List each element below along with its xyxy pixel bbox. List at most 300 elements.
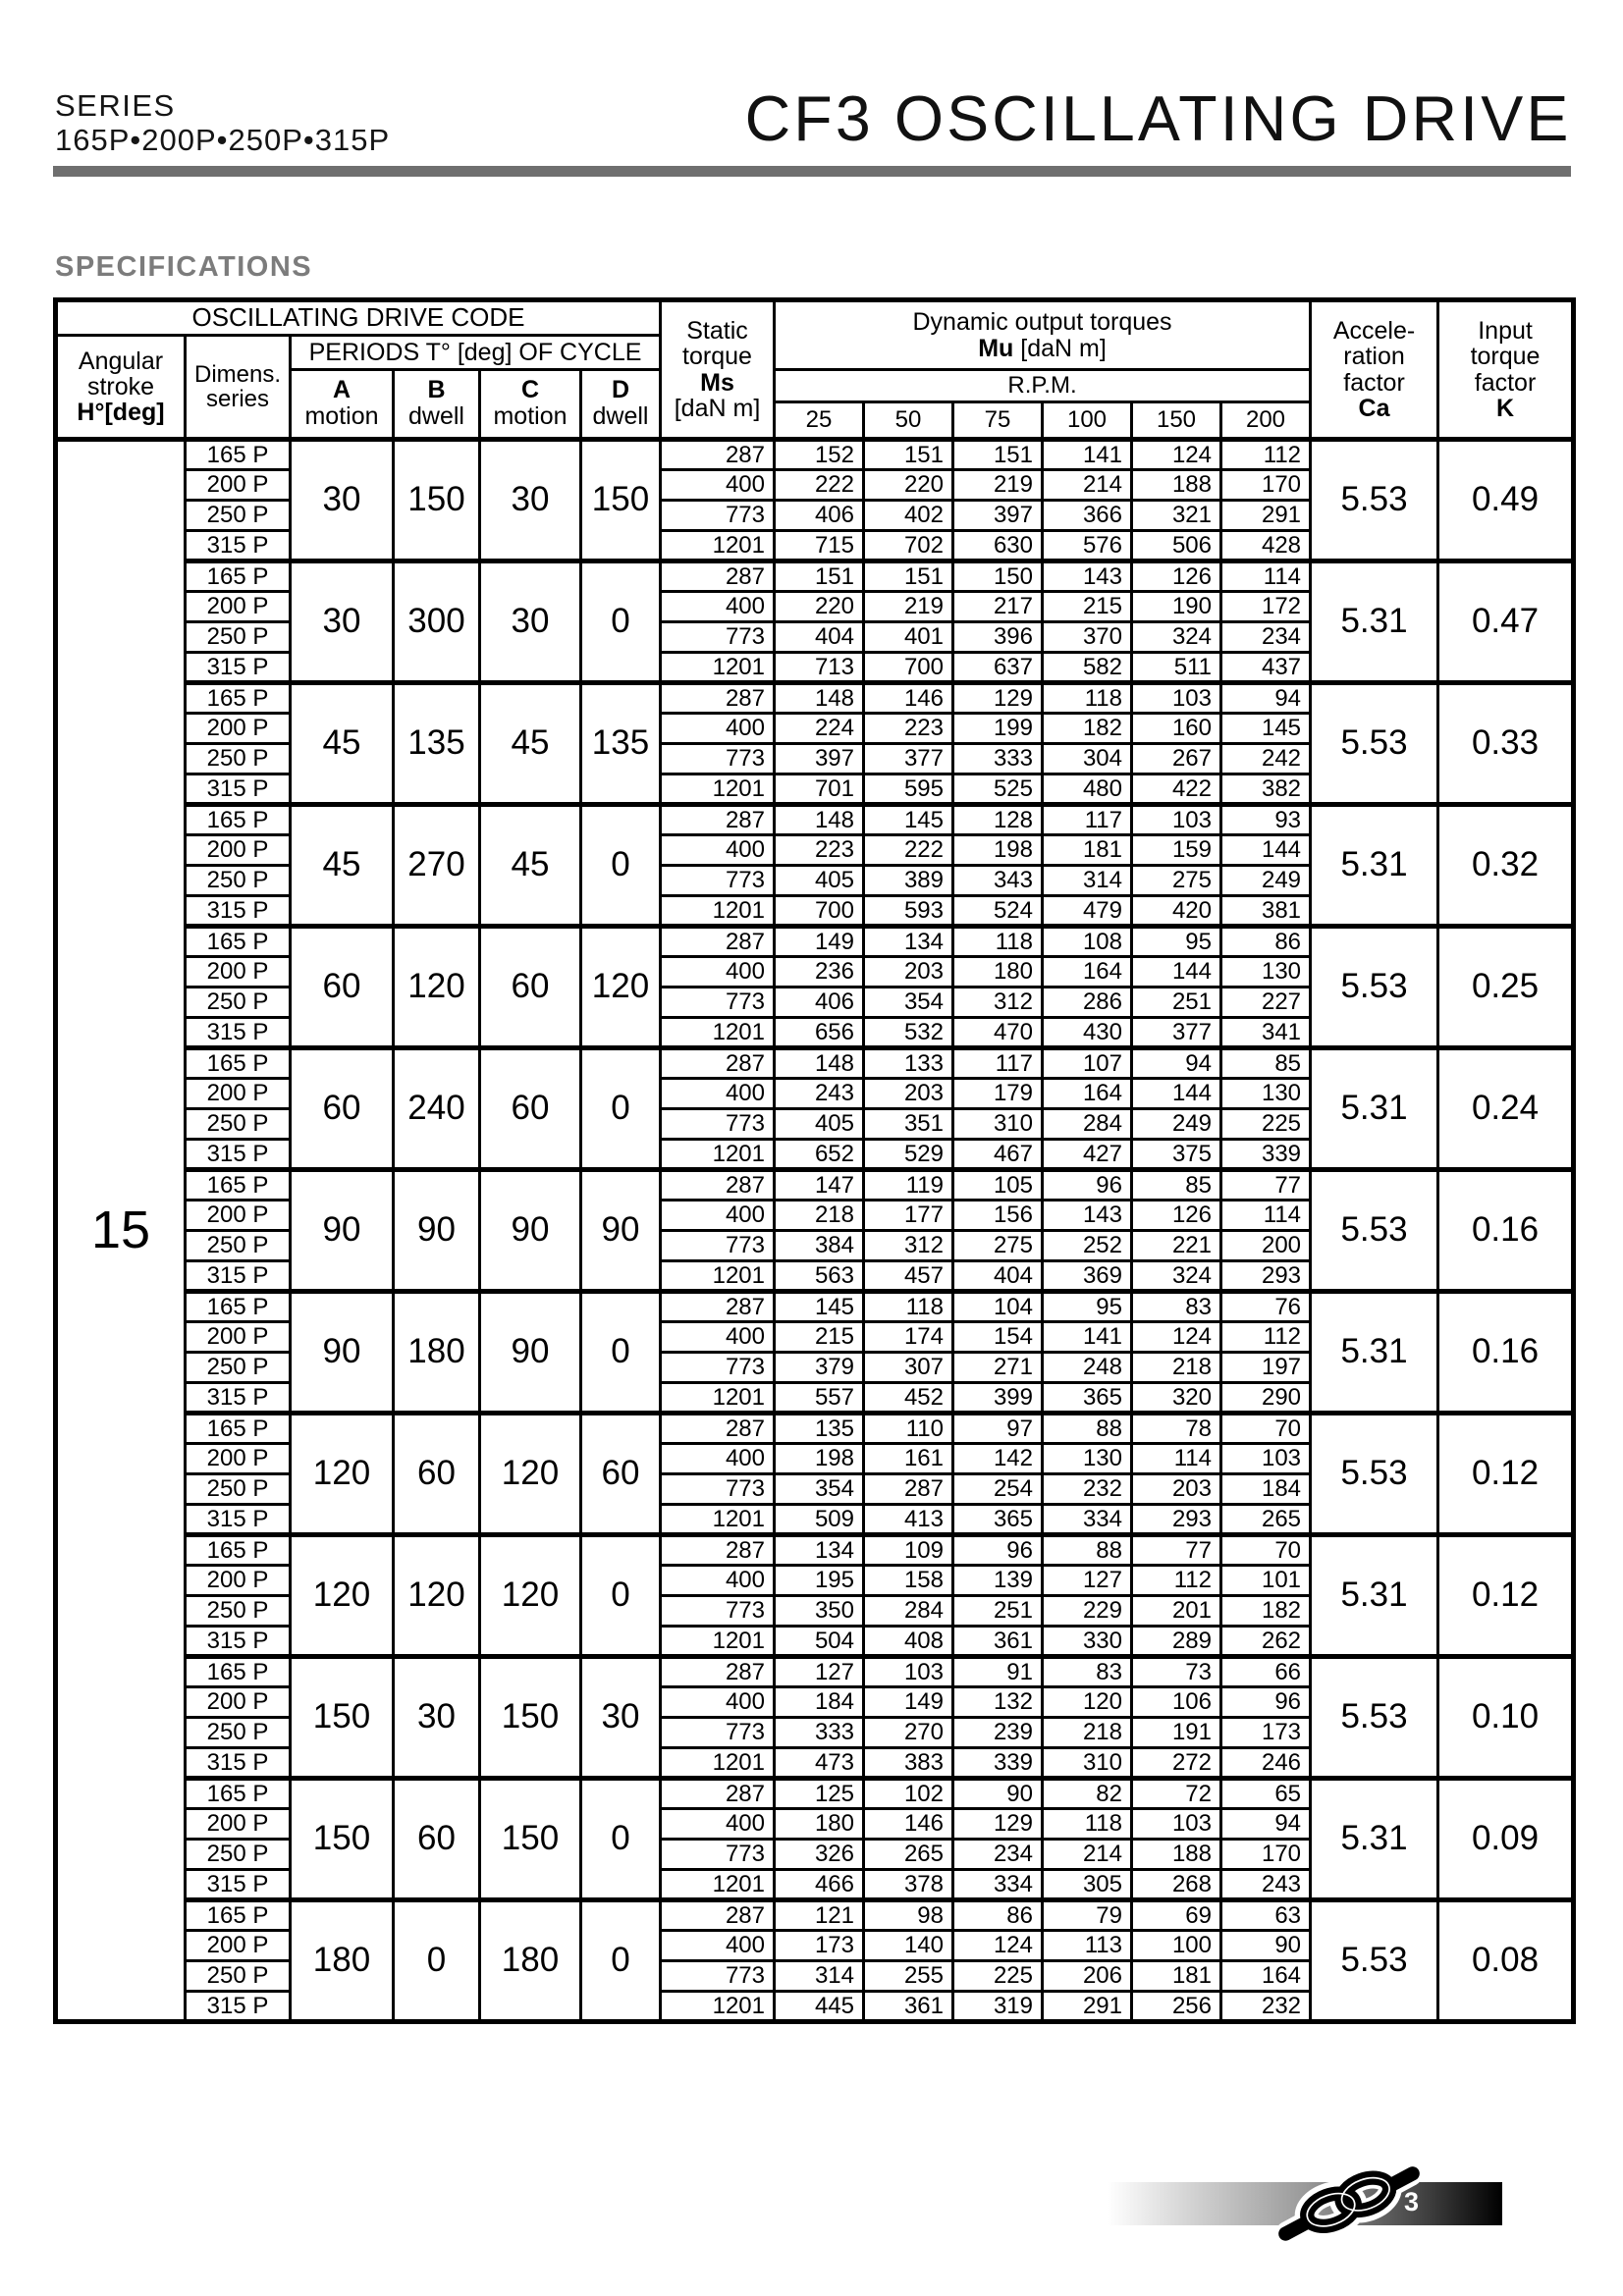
- period-col-c-header: [480, 370, 581, 440]
- rpm-value-cell: 219: [953, 470, 1043, 501]
- static-torque-cell: 400: [661, 1931, 775, 1961]
- rpm-value-cell: 103: [1132, 683, 1221, 714]
- acceleration-factor-header: [1311, 300, 1438, 440]
- rpm-value-cell: 177: [864, 1201, 953, 1231]
- series-cell: 315 P: [186, 1261, 291, 1292]
- series-cell: 250 P: [186, 744, 291, 774]
- rpm-value-cell: 224: [775, 714, 864, 744]
- rpm-value-cell: 397: [953, 501, 1043, 531]
- rpm-value-cell: 79: [1043, 1900, 1132, 1931]
- rpm-value-cell: 134: [775, 1535, 864, 1566]
- period-a-cell: 150: [291, 1657, 394, 1779]
- period-c-cell: 90: [480, 1292, 581, 1414]
- static-torque-cell: 773: [661, 1961, 775, 1992]
- static-torque-cell: 287: [661, 927, 775, 957]
- rpm-value-cell: 284: [1043, 1109, 1132, 1140]
- rpm-value-cell: 159: [1132, 835, 1221, 866]
- rpm-value-cell: 314: [1043, 866, 1132, 896]
- header-line: C: [520, 376, 540, 404]
- rpm-value-cell: 164: [1043, 957, 1132, 988]
- static-torque-cell: 287: [661, 683, 775, 714]
- header-line: Ms: [700, 368, 734, 397]
- rpm-value-cell: 524: [953, 896, 1043, 927]
- rpm-value-cell: 582: [1043, 653, 1132, 683]
- rpm-value-cell: 191: [1132, 1718, 1221, 1748]
- rpm-value-cell: 93: [1221, 805, 1311, 835]
- rpm-value-cell: 243: [775, 1079, 864, 1109]
- rpm-value-cell: 383: [864, 1748, 953, 1779]
- rpm-value-cell: 149: [775, 927, 864, 957]
- series-cell: 315 P: [186, 1748, 291, 1779]
- rpm-value-cell: 312: [953, 988, 1043, 1018]
- rpm-value-cell: 379: [775, 1353, 864, 1383]
- period-a-cell: 180: [291, 1900, 394, 2022]
- table-row: [56, 1170, 1574, 1201]
- rpm-value-cell: 218: [775, 1201, 864, 1231]
- header-line: K: [1496, 394, 1515, 422]
- rpm-value-cell: 312: [864, 1231, 953, 1261]
- drive-code-header: OSCILLATING DRIVE CODE: [56, 300, 661, 336]
- rpm-value-cell: 94: [1132, 1048, 1221, 1079]
- rpm-value-cell: 91: [953, 1657, 1043, 1687]
- rpm-value-cell: 445: [775, 1992, 864, 2022]
- table-row: [56, 561, 1574, 592]
- static-torque-cell: 773: [661, 988, 775, 1018]
- rpm-value-cell: 291: [1221, 501, 1311, 531]
- static-torque-cell: 1201: [661, 1505, 775, 1535]
- rpm-value-cell: 118: [1043, 1809, 1132, 1840]
- header-line: motion: [493, 401, 568, 430]
- series-cell: 250 P: [186, 501, 291, 531]
- rpm-value-cell: 151: [953, 440, 1043, 470]
- series-cell: 200 P: [186, 1566, 291, 1596]
- series-cell: 165 P: [186, 1292, 291, 1322]
- rpm-value-cell: 305: [1043, 1870, 1132, 1900]
- rpm-value-cell: 239: [953, 1718, 1043, 1748]
- table-row: [56, 1048, 1574, 1079]
- series-cell: 250 P: [186, 1231, 291, 1261]
- rpm-value-cell: 430: [1043, 1018, 1132, 1048]
- rpm-value-cell: 319: [953, 1992, 1043, 2022]
- rpm-value-cell: 103: [1132, 805, 1221, 835]
- rpm-value-cell: 402: [864, 501, 953, 531]
- rpm-value-cell: 95: [1043, 1292, 1132, 1322]
- header-line: Accele-: [1332, 317, 1416, 345]
- rpm-value-cell: 76: [1221, 1292, 1311, 1322]
- rpm-value-cell: 126: [1132, 561, 1221, 592]
- page-number: 3: [1404, 2187, 1420, 2216]
- rpm-value-cell: 715: [775, 531, 864, 561]
- series-cell: 165 P: [186, 927, 291, 957]
- rpm-value-cell: 324: [1132, 1261, 1221, 1292]
- series-cell: 315 P: [186, 531, 291, 561]
- series-cell: 165 P: [186, 805, 291, 835]
- header-line: A: [332, 376, 352, 404]
- rpm-value-cell: 593: [864, 896, 953, 927]
- rpm-100-header: 100: [1043, 402, 1132, 440]
- rpm-header: R.P.M.: [775, 370, 1311, 402]
- input-torque-factor-header: [1438, 300, 1574, 440]
- static-torque-cell: 287: [661, 1900, 775, 1931]
- series-cell: 200 P: [186, 1931, 291, 1961]
- rpm-value-cell: 148: [775, 1048, 864, 1079]
- input-torque-factor-cell: 0.09: [1438, 1779, 1574, 1900]
- input-torque-factor-cell: 0.12: [1438, 1414, 1574, 1535]
- input-torque-factor-cell: 0.16: [1438, 1170, 1574, 1292]
- period-a-cell: 90: [291, 1170, 394, 1292]
- rpm-value-cell: 630: [953, 531, 1043, 561]
- rpm-value-cell: 365: [1043, 1383, 1132, 1414]
- angular-stroke-header: [56, 336, 186, 440]
- rpm-value-cell: 304: [1043, 744, 1132, 774]
- header-line: Dimens.: [193, 360, 282, 388]
- rpm-value-cell: 198: [953, 835, 1043, 866]
- rpm-value-cell: 90: [1221, 1931, 1311, 1961]
- rpm-value-cell: 144: [1132, 957, 1221, 988]
- rpm-value-cell: 101: [1221, 1566, 1311, 1596]
- rpm-value-cell: 82: [1043, 1779, 1132, 1809]
- rpm-value-cell: 98: [864, 1900, 953, 1931]
- static-torque-cell: 1201: [661, 531, 775, 561]
- rpm-value-cell: 287: [864, 1474, 953, 1505]
- rpm-value-cell: 428: [1221, 531, 1311, 561]
- rpm-value-cell: 333: [775, 1718, 864, 1748]
- series-cell: 200 P: [186, 1687, 291, 1718]
- rpm-value-cell: 104: [953, 1292, 1043, 1322]
- period-b-cell: 150: [394, 440, 480, 561]
- rpm-value-cell: 396: [953, 622, 1043, 653]
- period-b-cell: 240: [394, 1048, 480, 1170]
- header-line: Input: [1478, 317, 1533, 345]
- rpm-75-header: 75: [953, 402, 1043, 440]
- series-cell: 200 P: [186, 1079, 291, 1109]
- header-line: D: [611, 376, 630, 404]
- rpm-value-cell: 576: [1043, 531, 1132, 561]
- rpm-value-cell: 125: [775, 1779, 864, 1809]
- rpm-value-cell: 140: [864, 1931, 953, 1961]
- rpm-value-cell: 127: [1043, 1566, 1132, 1596]
- rpm-value-cell: 595: [864, 774, 953, 805]
- rpm-value-cell: 242: [1221, 744, 1311, 774]
- angular-stroke-value: 15: [56, 440, 186, 2022]
- rpm-value-cell: 164: [1043, 1079, 1132, 1109]
- rpm-value-cell: 70: [1221, 1535, 1311, 1566]
- rpm-value-cell: 563: [775, 1261, 864, 1292]
- acceleration-factor-cell: 5.53: [1311, 440, 1438, 561]
- rpm-25-header: 25: [775, 402, 864, 440]
- static-torque-cell: 400: [661, 1566, 775, 1596]
- rpm-value-cell: 112: [1132, 1566, 1221, 1596]
- rpm-value-cell: 466: [775, 1870, 864, 1900]
- rpm-value-cell: 188: [1132, 470, 1221, 501]
- series-cell: 165 P: [186, 1779, 291, 1809]
- rpm-value-cell: 105: [953, 1170, 1043, 1201]
- rpm-value-cell: 321: [1132, 501, 1221, 531]
- rpm-value-cell: 405: [775, 1109, 864, 1140]
- table-row: [56, 683, 1574, 714]
- rpm-value-cell: 73: [1132, 1657, 1221, 1687]
- static-torque-cell: 773: [661, 1596, 775, 1627]
- period-d-cell: 0: [581, 805, 661, 927]
- rpm-value-cell: 479: [1043, 896, 1132, 927]
- rpm-value-cell: 69: [1132, 1900, 1221, 1931]
- static-torque-cell: 287: [661, 561, 775, 592]
- series-cell: 250 P: [186, 622, 291, 653]
- header-line: torque: [682, 343, 752, 371]
- rpm-value-cell: 271: [953, 1353, 1043, 1383]
- series-cell: 200 P: [186, 835, 291, 866]
- acceleration-factor-cell: 5.53: [1311, 1170, 1438, 1292]
- period-a-cell: 60: [291, 1048, 394, 1170]
- rpm-value-cell: 334: [1043, 1505, 1132, 1535]
- table-row: [56, 1292, 1574, 1322]
- static-torque-cell: 400: [661, 714, 775, 744]
- header-line: Angular: [78, 347, 164, 375]
- series-cell: 315 P: [186, 1383, 291, 1414]
- period-b-cell: 300: [394, 561, 480, 683]
- static-torque-cell: 287: [661, 1535, 775, 1566]
- rpm-value-cell: 222: [864, 835, 953, 866]
- rpm-value-cell: 70: [1221, 1414, 1311, 1444]
- rpm-value-cell: 404: [953, 1261, 1043, 1292]
- static-torque-cell: 287: [661, 1292, 775, 1322]
- rpm-value-cell: 112: [1221, 1322, 1311, 1353]
- input-torque-factor-cell: 0.49: [1438, 440, 1574, 561]
- input-torque-factor-cell: 0.12: [1438, 1535, 1574, 1657]
- rpm-value-cell: 145: [1221, 714, 1311, 744]
- static-torque-cell: 773: [661, 744, 775, 774]
- rpm-value-cell: 100: [1132, 1931, 1221, 1961]
- rpm-value-cell: 243: [1221, 1870, 1311, 1900]
- series-cell: 200 P: [186, 1322, 291, 1353]
- rpm-value-cell: 236: [775, 957, 864, 988]
- rpm-value-cell: 249: [1221, 866, 1311, 896]
- dimension-series-header: [186, 336, 291, 440]
- rpm-value-cell: 249: [1132, 1109, 1221, 1140]
- rpm-value-cell: 173: [775, 1931, 864, 1961]
- period-c-cell: 180: [480, 1900, 581, 2022]
- rpm-value-cell: 170: [1221, 470, 1311, 501]
- static-torque-cell: 773: [661, 1109, 775, 1140]
- rpm-value-cell: 114: [1132, 1444, 1221, 1474]
- rpm-value-cell: 97: [953, 1414, 1043, 1444]
- rpm-value-cell: 225: [1221, 1109, 1311, 1140]
- series-cell: 200 P: [186, 1444, 291, 1474]
- rpm-value-cell: 314: [775, 1961, 864, 1992]
- header-line: motion: [304, 401, 379, 430]
- rpm-value-cell: 310: [953, 1109, 1043, 1140]
- static-torque-cell: 287: [661, 1657, 775, 1687]
- rpm-value-cell: 214: [1043, 1840, 1132, 1870]
- series-cell: 250 P: [186, 1718, 291, 1748]
- rpm-value-cell: 203: [1132, 1474, 1221, 1505]
- period-a-cell: 120: [291, 1535, 394, 1657]
- rpm-value-cell: 63: [1221, 1900, 1311, 1931]
- period-b-cell: 90: [394, 1170, 480, 1292]
- rpm-value-cell: 330: [1043, 1627, 1132, 1657]
- rpm-value-cell: 94: [1221, 1809, 1311, 1840]
- rpm-value-cell: 85: [1132, 1170, 1221, 1201]
- period-c-cell: 60: [480, 927, 581, 1048]
- series-cell: 165 P: [186, 1414, 291, 1444]
- rpm-value-cell: 96: [953, 1535, 1043, 1566]
- static-torque-cell: 773: [661, 1231, 775, 1261]
- rpm-value-cell: 702: [864, 531, 953, 561]
- rpm-value-cell: 151: [864, 440, 953, 470]
- rpm-value-cell: 203: [864, 957, 953, 988]
- header-line: Ca: [1358, 394, 1390, 422]
- rpm-value-cell: 158: [864, 1566, 953, 1596]
- rpm-value-cell: 164: [1221, 1961, 1311, 1992]
- rpm-value-cell: 143: [1043, 561, 1132, 592]
- series-cell: 250 P: [186, 1353, 291, 1383]
- rpm-value-cell: 103: [1132, 1809, 1221, 1840]
- rpm-value-cell: 83: [1043, 1657, 1132, 1687]
- rpm-value-cell: 222: [775, 470, 864, 501]
- rpm-value-cell: 78: [1132, 1414, 1221, 1444]
- table-row: [56, 927, 1574, 957]
- rpm-value-cell: 293: [1221, 1261, 1311, 1292]
- rpm-value-cell: 180: [775, 1809, 864, 1840]
- rpm-value-cell: 375: [1132, 1140, 1221, 1170]
- series-cell: 315 P: [186, 1627, 291, 1657]
- rpm-value-cell: 65: [1221, 1779, 1311, 1809]
- mu-symbol: Mu: [978, 334, 1014, 362]
- rpm-value-cell: 369: [1043, 1261, 1132, 1292]
- rpm-value-cell: 511: [1132, 653, 1221, 683]
- rpm-value-cell: 170: [1221, 1840, 1311, 1870]
- period-a-cell: 30: [291, 440, 394, 561]
- period-b-cell: 0: [394, 1900, 480, 2022]
- series-models: 165P•200P•250P•315P: [55, 123, 391, 157]
- input-torque-factor-cell: 0.10: [1438, 1657, 1574, 1779]
- input-torque-factor-cell: 0.25: [1438, 927, 1574, 1048]
- acceleration-factor-cell: 5.31: [1311, 1292, 1438, 1414]
- rpm-value-cell: 218: [1043, 1718, 1132, 1748]
- series-cell: 315 P: [186, 1018, 291, 1048]
- page-title: CF3 OSCILLATING DRIVE: [744, 83, 1571, 155]
- rpm-value-cell: 422: [1132, 774, 1221, 805]
- rpm-value-cell: 452: [864, 1383, 953, 1414]
- period-d-cell: 0: [581, 1292, 661, 1414]
- static-torque-cell: 1201: [661, 1870, 775, 1900]
- series-cell: 165 P: [186, 1048, 291, 1079]
- rpm-value-cell: 96: [1221, 1687, 1311, 1718]
- rpm-value-cell: 256: [1132, 1992, 1221, 2022]
- rpm-value-cell: 232: [1043, 1474, 1132, 1505]
- table-body: [56, 440, 1574, 2022]
- series-cell: 250 P: [186, 1474, 291, 1505]
- period-b-cell: 60: [394, 1779, 480, 1900]
- rpm-value-cell: 248: [1043, 1353, 1132, 1383]
- acceleration-factor-cell: 5.31: [1311, 1535, 1438, 1657]
- static-torque-cell: 287: [661, 1414, 775, 1444]
- rpm-value-cell: 275: [1132, 866, 1221, 896]
- static-torque-cell: 1201: [661, 1261, 775, 1292]
- period-d-cell: 150: [581, 440, 661, 561]
- header-line: H°[deg]: [77, 399, 165, 427]
- period-c-cell: 150: [480, 1779, 581, 1900]
- rpm-value-cell: 130: [1043, 1444, 1132, 1474]
- specifications-table: [53, 297, 1576, 2024]
- rpm-value-cell: 427: [1043, 1140, 1132, 1170]
- rpm-value-cell: 341: [1221, 1018, 1311, 1048]
- rpm-value-cell: 286: [1043, 988, 1132, 1018]
- rpm-value-cell: 229: [1043, 1596, 1132, 1627]
- period-b-cell: 180: [394, 1292, 480, 1414]
- period-c-cell: 120: [480, 1535, 581, 1657]
- rpm-value-cell: 118: [953, 927, 1043, 957]
- static-torque-cell: 1201: [661, 653, 775, 683]
- rpm-value-cell: 161: [864, 1444, 953, 1474]
- rpm-value-cell: 66: [1221, 1657, 1311, 1687]
- rpm-value-cell: 77: [1221, 1170, 1311, 1201]
- series-cell: 315 P: [186, 1870, 291, 1900]
- rpm-value-cell: 88: [1043, 1414, 1132, 1444]
- header-line: B: [427, 376, 446, 404]
- rpm-value-cell: 160: [1132, 714, 1221, 744]
- period-d-cell: 30: [581, 1657, 661, 1779]
- table-row: [56, 1779, 1574, 1809]
- rpm-value-cell: 112: [1221, 440, 1311, 470]
- period-a-cell: 45: [291, 683, 394, 805]
- rpm-value-cell: 179: [953, 1079, 1043, 1109]
- static-torque-cell: 400: [661, 1079, 775, 1109]
- static-torque-cell: 287: [661, 440, 775, 470]
- rpm-value-cell: 333: [953, 744, 1043, 774]
- input-torque-factor-cell: 0.33: [1438, 683, 1574, 805]
- static-torque-cell: 1201: [661, 1627, 775, 1657]
- rpm-value-cell: 126: [1132, 1201, 1221, 1231]
- static-torque-cell: 773: [661, 501, 775, 531]
- period-c-cell: 60: [480, 1048, 581, 1170]
- rpm-value-cell: 117: [1043, 805, 1132, 835]
- rpm-value-cell: 103: [1221, 1444, 1311, 1474]
- rpm-value-cell: 215: [775, 1322, 864, 1353]
- rpm-value-cell: 217: [953, 592, 1043, 622]
- rpm-value-cell: 86: [1221, 927, 1311, 957]
- rpm-value-cell: 199: [953, 714, 1043, 744]
- input-torque-factor-cell: 0.24: [1438, 1048, 1574, 1170]
- rpm-value-cell: 506: [1132, 531, 1221, 561]
- period-b-cell: 60: [394, 1414, 480, 1535]
- rpm-value-cell: 365: [953, 1505, 1043, 1535]
- rpm-value-cell: 72: [1132, 1779, 1221, 1809]
- acceleration-factor-cell: 5.53: [1311, 1414, 1438, 1535]
- static-torque-cell: 773: [661, 1718, 775, 1748]
- rpm-value-cell: 173: [1221, 1718, 1311, 1748]
- rpm-value-cell: 144: [1221, 835, 1311, 866]
- rpm-value-cell: 307: [864, 1353, 953, 1383]
- rpm-value-cell: 324: [1132, 622, 1221, 653]
- header-line: Static: [686, 317, 748, 345]
- series-cell: 315 P: [186, 896, 291, 927]
- rpm-value-cell: 326: [775, 1840, 864, 1870]
- rpm-value-cell: 334: [953, 1870, 1043, 1900]
- period-d-cell: 0: [581, 1900, 661, 2022]
- header-line: torque: [1470, 343, 1541, 371]
- rpm-value-cell: 220: [775, 592, 864, 622]
- header-line: dwell: [592, 401, 649, 430]
- static-torque-cell: 400: [661, 1322, 775, 1353]
- series-cell: 200 P: [186, 714, 291, 744]
- rpm-value-cell: 291: [1043, 1992, 1132, 2022]
- series-cell: 200 P: [186, 1809, 291, 1840]
- rpm-value-cell: 252: [1043, 1231, 1132, 1261]
- rpm-value-cell: 142: [953, 1444, 1043, 1474]
- series-cell: 250 P: [186, 1109, 291, 1140]
- rpm-50-header: 50: [864, 402, 953, 440]
